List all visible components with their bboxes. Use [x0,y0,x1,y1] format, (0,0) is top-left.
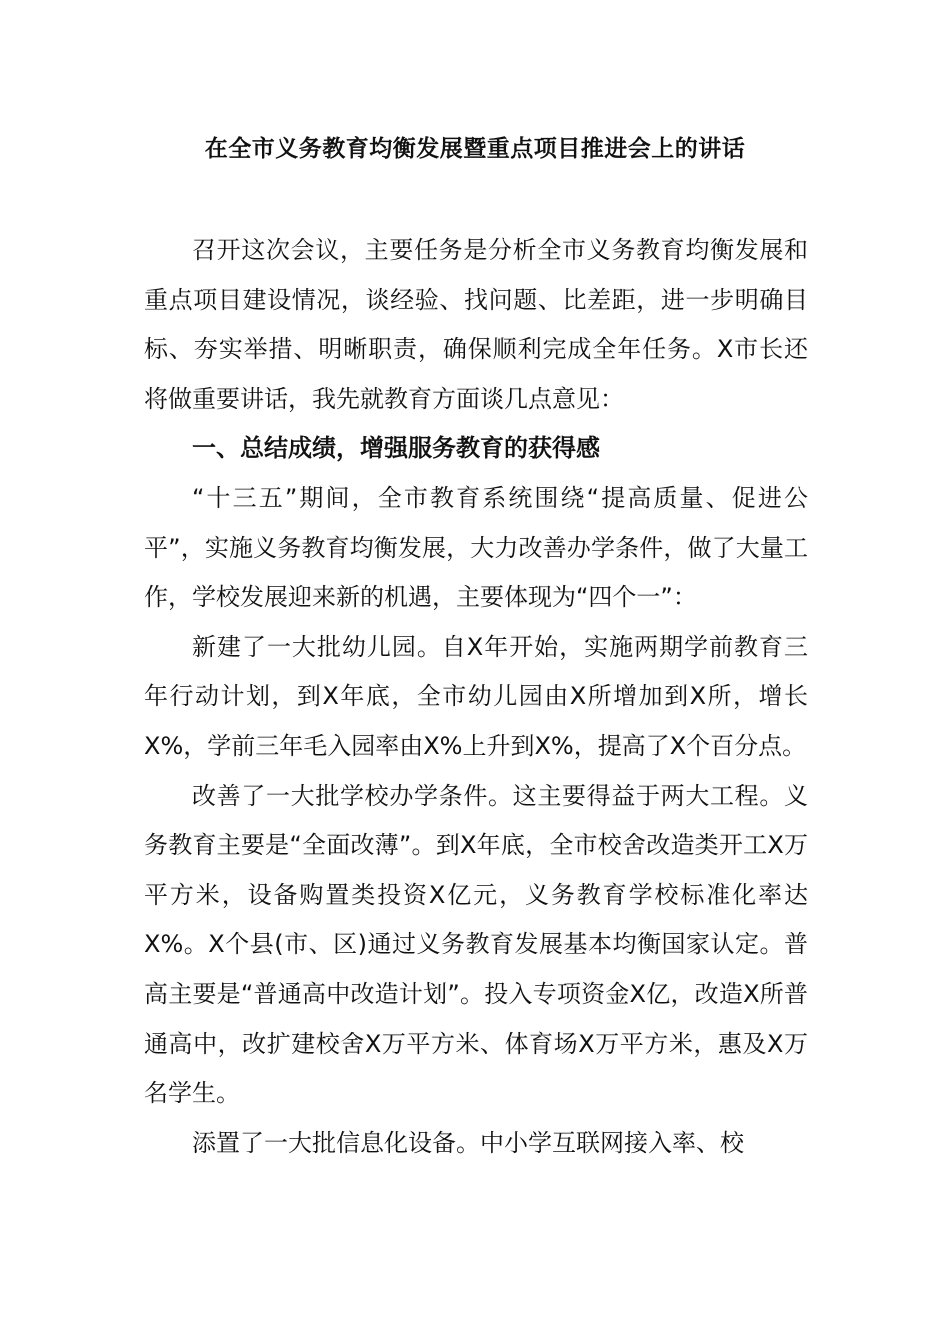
paragraph-kindergartens: 新建了一大批幼儿园。自X年开始，实施两期学前教育三年行动计划，到X年底，全市幼儿园由X所增加到X所，增长X%，学前三年毛入园率由X%上升到X%，提高了X个百分点。 [144,632,808,760]
section-heading: 一、总结成绩，增强服务教育的获得感 [192,434,600,463]
document-body [144,226,808,1168]
paragraph-intro: 召开这次会议，主要任务是分析全市义务教育均衡发展和重点项目建设情况，谈经验、找问题、比差距，进一步明确目标、夯实举措、明晰职责，确保顺利完成全年任务。X市长还将做重要讲话，我先就教育方面谈几点意见： [144,236,808,413]
paragraph-overview: “十三五”期间，全市教育系统围绕“提高质量、促进公平”，实施义务教育均衡发展，大力改善办学条件，做了大量工作，学校发展迎来新的机遇，主要体现为“四个一”： [144,483,808,612]
document-title: 在全市义务教育均衡发展暨重点项目推进会上的讲话 [204,136,746,162]
paragraph-school-conditions: 改善了一大批学校办学条件。这主要得益于两大工程。义务教育主要是“全面改薄”。到X年底，全市校舍改造类开工X万平方米，设备购置类投资X亿元，义务教育学校标准化率达X%。X个县(市、区)通过义务教育发展基本均衡国家认定。普高主要是“普通高中改造计划”。投入专项资金X亿，改造X所普通高中，改扩建校舍X万平方米、体育场X万平方米，惠及X万名学生。 [144,781,808,1108]
paragraph-it-equipment: 添置了一大批信息化设备。中小学互联网接入率、校 [192,1128,744,1157]
